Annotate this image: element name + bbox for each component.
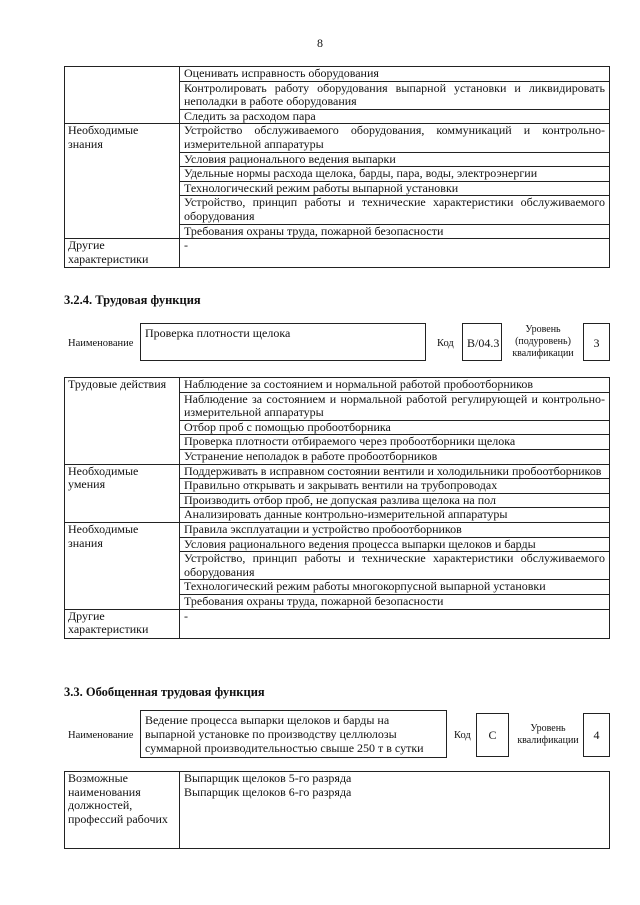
table-cell: Наблюдение за состоянием и нормальной работой пробоотборников [180,378,610,393]
level-value: 4 [583,713,610,757]
table-cell: - [180,609,610,638]
table-positions [64,771,610,849]
table-knowledge-1 [64,66,610,268]
code-value: C [476,713,509,757]
section-title-33: 3.3. Обобщенная трудовая функция [64,685,265,699]
table-cell: Отбор проб с помощью пробоотборника [180,420,610,435]
table-cell: Следить за расходом пара [180,109,610,124]
table-row [65,609,610,638]
table-row [65,378,610,393]
table-cell: Устройство, принцип работы и технические характеристики обслуживаемого оборудования [180,196,610,224]
table-row [65,239,610,268]
table-cell: Правила эксплуатации и устройство пробоотборников [180,522,610,537]
table-cell: Производить отбор проб, не допуская разлива щелока на пол [180,493,610,508]
level-value: 3 [583,323,610,361]
name-label: Наименование [68,338,134,349]
table-row [65,522,610,537]
code-value: B/04.3 [462,323,502,361]
table-cell: - [180,239,610,268]
table-cell: Удельные нормы расхода щелока, барды, пара, воды, электроэнергии [180,167,610,182]
code-label: Код [437,338,454,349]
table-cell: Устройство обслуживаемого оборудования, коммуникаций и контрольно-измерительной аппаратуры [180,124,610,152]
table-row [65,67,610,82]
row-label: Необходимые знания [65,522,180,609]
table-cell: Технологический режим работы выпарной установки [180,181,610,196]
name-value: Проверка плотности щелока [140,323,426,361]
level-label: Уровень (подуровень) квалификации [512,324,574,359]
table-function-324 [64,377,610,639]
table-cell: Условия рационального ведения процесса выпарки щелоков и барды [180,537,610,552]
row-label: Возможные наименования должностей, профессий рабочих [65,772,180,849]
level-label: Уровень квалификации [517,723,579,746]
row-label: Необходимые умения [65,464,180,522]
name-label: Наименование [68,730,134,741]
table-cell: Требования охраны труда, пожарной безопасности [180,594,610,609]
table-cell: Поддерживать в исправном состоянии вентили и холодильники пробоотборников [180,464,610,479]
table-cell: Оценивать исправность оборудования [180,67,610,82]
row-label: Трудовые действия [65,378,180,465]
position-item: Выпарщик щелоков 6-го разряда [184,784,352,799]
table-cell: Требования охраны труда, пожарной безопасности [180,224,610,239]
name-value: Ведение процесса выпарки щелоков и барды на выпарной установке по производству целлюлозы суммарной производительностью свыше 250 т в сутки [140,710,447,758]
table-cell: Технологический режим работы многокорпусной выпарной установки [180,580,610,595]
section-title-324: 3.2.4. Трудовая функция [64,293,201,307]
row-label: Необходимые знания [65,124,180,239]
table-cell: Правильно открывать и закрывать вентили на трубопроводах [180,479,610,494]
page-number: 8 [317,36,323,50]
row-label [65,67,180,124]
table-cell: Условия рационального ведения выпарки [180,152,610,167]
table-row [65,772,610,849]
table-cell: Проверка плотности отбираемого через пробоотборники щелока [180,435,610,450]
table-row [65,464,610,479]
position-item: Выпарщик щелоков 5-го разряда [184,771,352,785]
table-row [65,124,610,152]
table-cell: Анализировать данные контрольно-измерительной аппаратуры [180,508,610,523]
row-label: Другие характеристики [65,239,180,268]
table-cell: Контролировать работу оборудования выпарной установки и ликвидировать неполадки в работе оборудования [180,81,610,109]
table-cell: Наблюдение за состоянием и нормальной работой регулирующей и контрольно-измерительной аппаратуры [180,392,610,420]
code-label: Код [454,730,471,741]
table-cell: Устранение неполадок в работе пробоотборников [180,449,610,464]
row-label: Другие характеристики [65,609,180,638]
table-cell [180,772,610,849]
table-cell: Устройство, принцип работы и технические характеристики обслуживаемого оборудования [180,552,610,580]
